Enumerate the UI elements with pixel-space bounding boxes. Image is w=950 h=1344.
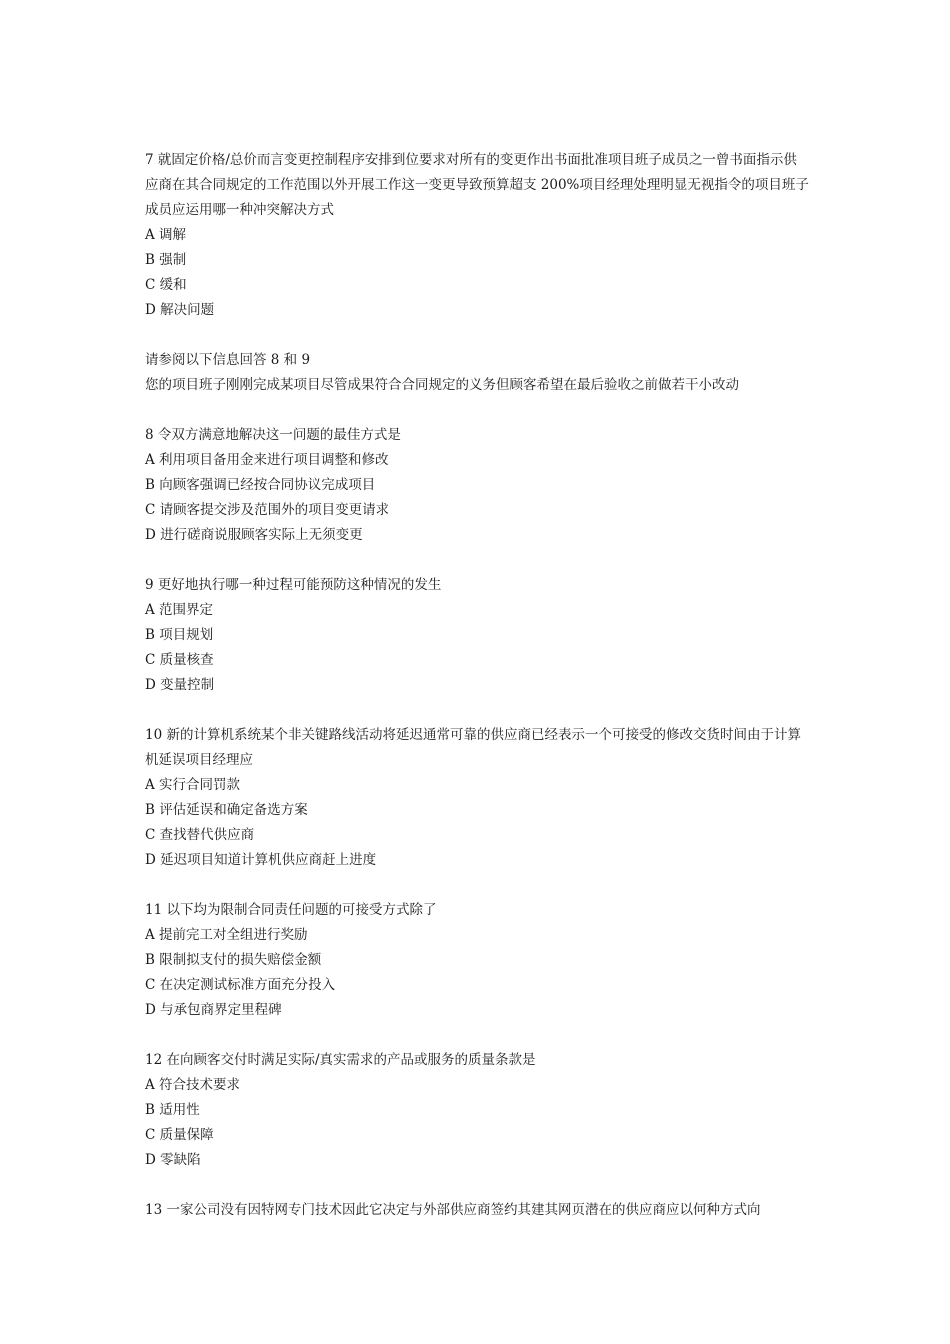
question-12-option-c: C 质量保障 <box>145 1127 214 1143</box>
question-12-option-d: D 零缺陷 <box>145 1152 201 1168</box>
spacer <box>145 873 810 898</box>
spacer <box>145 398 810 423</box>
question-9-option-b: B 项目规划 <box>145 627 214 643</box>
question-8-option-a: A 利用项目备用金来进行项目调整和修改 <box>145 452 389 468</box>
question-11-stem: 11 以下均为限制合同责任问题的可接受方式除了 <box>145 902 437 918</box>
info-line-1: 请参阅以下信息回答 8 和 9 <box>145 352 311 368</box>
question-10-stem: 10 新的计算机系统某个非关键路线活动将延迟通常可靠的供应商已经表示一个可接受的修改交货时间由于计算机延误项目经理应 <box>145 727 801 768</box>
question-11-option-a: A 提前完工对全组进行奖励 <box>145 927 308 943</box>
question-7-option-a: A 调解 <box>145 227 187 243</box>
document-page <box>145 148 810 1223</box>
question-9-option-a: A 范围界定 <box>145 602 214 618</box>
question-7-option-d: D 解决问题 <box>145 302 215 318</box>
question-9-option-d: D 变量控制 <box>145 677 215 693</box>
question-11-option-d: D 与承包商界定里程碑 <box>145 1002 282 1018</box>
spacer <box>145 698 810 723</box>
question-10-option-b: B 评估延误和确定备选方案 <box>145 802 308 818</box>
question-8-stem: 8 令双方满意地解决这一问题的最佳方式是 <box>145 427 401 443</box>
question-10-option-c: C 查找替代供应商 <box>145 827 255 843</box>
spacer <box>145 1173 810 1198</box>
question-12-option-b: B 适用性 <box>145 1102 200 1118</box>
question-8-option-c: C 请顾客提交涉及范围外的项目变更请求 <box>145 502 390 518</box>
question-10-option-d: D 延迟项目知道计算机供应商赶上进度 <box>145 852 377 868</box>
spacer <box>145 323 810 348</box>
question-8-option-d: D 进行磋商说服顾客实际上无须变更 <box>145 527 363 543</box>
question-12-stem: 12 在向顾客交付时满足实际/真实需求的产品或服务的质量条款是 <box>145 1052 536 1068</box>
question-11-option-b: B 限制拟支付的损失赔偿金额 <box>145 952 322 968</box>
question-9-stem: 9 更好地执行哪一种过程可能预防这种情况的发生 <box>145 577 442 593</box>
info-line-2: 您的项目班子刚刚完成某项目尽管成果符合合同规定的义务但顾客希望在最后验收之前做若干小改动 <box>145 377 739 393</box>
spacer <box>145 548 810 573</box>
question-12-option-a: A 符合技术要求 <box>145 1077 241 1093</box>
question-7-option-c: C 缓和 <box>145 277 187 293</box>
question-9-option-c: C 质量核查 <box>145 652 214 668</box>
question-10-option-a: A 实行合同罚款 <box>145 777 241 793</box>
question-11-option-c: C 在决定测试标准方面充分投入 <box>145 977 336 993</box>
question-13-stem: 13 一家公司没有因特网专门技术因此它决定与外部供应商签约其建其网页潜在的供应商应以何种方式向 <box>145 1202 761 1218</box>
question-8-option-b: B 向顾客强调已经按合同协议完成项目 <box>145 477 376 493</box>
question-7-stem: 7 就固定价格/总价而言变更控制程序安排到位要求对所有的变更作出书面批准项目班子成员之一曾书面指示供应商在其合同规定的工作范围以外开展工作这一变更导致预算超支 200%项目经理处理明显无视指令的项目班子成员应运用哪一种冲突解决方式 <box>145 152 809 218</box>
spacer <box>145 1023 810 1048</box>
question-7-option-b: B 强制 <box>145 252 187 268</box>
